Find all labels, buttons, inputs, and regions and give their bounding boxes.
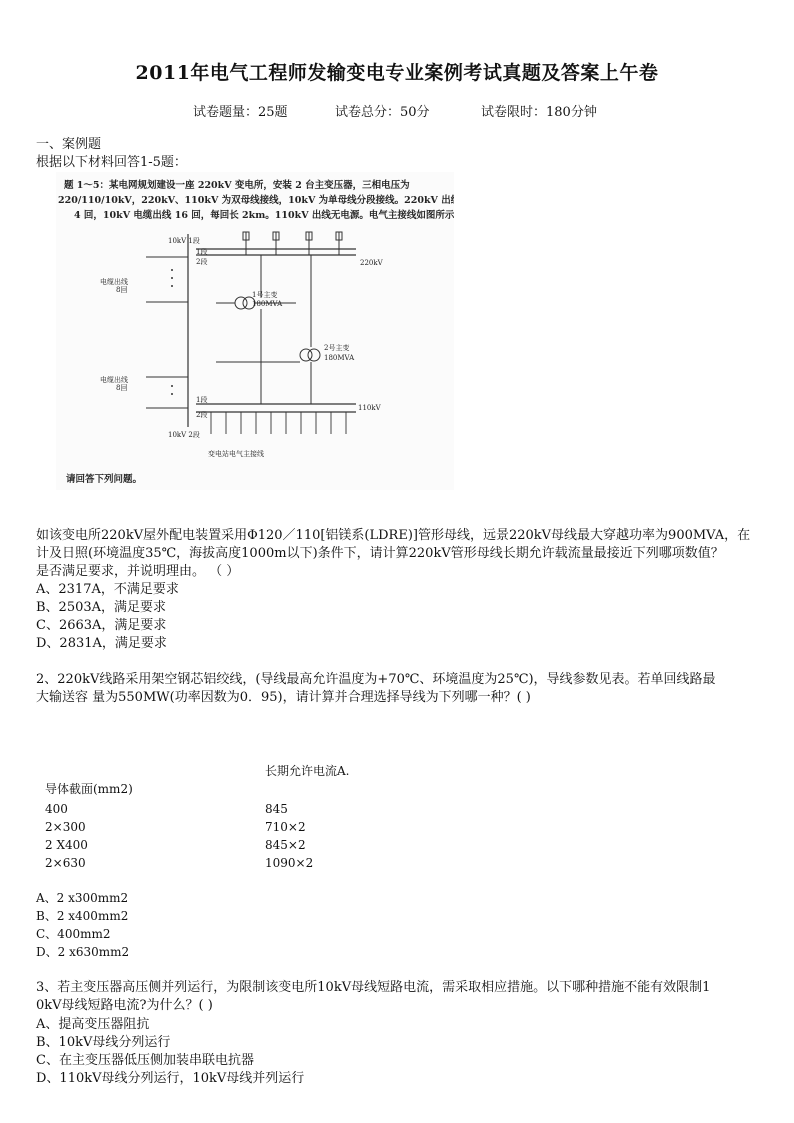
q3-option-a: A、提高变压器阻抗 (36, 1017, 150, 1032)
q1-line-1: 如该变电所220kV屋外配电装置采用Φ120／110[铝镁系(LDRE)]管形母线，远景220kV母线最大穿越功率为900MVA，在 (36, 528, 751, 543)
q3-line-2: 0kV母线短路电流?为什么？( ) (36, 998, 213, 1013)
label-220kv: 220kV (360, 259, 383, 267)
table-col1-header: 导体截面(mm2) (45, 782, 133, 796)
figure-footer: 请回答下列问题。 (66, 474, 143, 485)
label-transformer-2: 2号主变 (324, 344, 350, 352)
label-transformer-2-cap: 180MVA (324, 354, 355, 362)
q2-option-c: C、400mm2 (36, 927, 111, 941)
q2-option-a: A、2 x300mm2 (36, 891, 129, 905)
q1-option-c: C、2663A，满足要求 (36, 618, 167, 633)
table-row-4-col2: 1090×2 (265, 856, 314, 870)
label-cable-b: 电缆出线 (100, 376, 128, 384)
label-bus-1b: 1段 (196, 396, 208, 404)
intro-text: 根据以下材料回答1-5题： (36, 155, 187, 170)
label-110kv: 110kV (358, 404, 381, 412)
meta-total-score: 试卷总分：50分 (335, 105, 430, 120)
table-row-3-col1: 2 X400 (45, 838, 88, 852)
wiring-diagram-figure (56, 172, 454, 490)
table-row-1-col1: 400 (45, 802, 68, 816)
label-transformer-1: 1号主变 (252, 291, 278, 299)
table-row-3-col2: 845×2 (265, 838, 306, 852)
label-bus-2: 2段 (196, 258, 208, 266)
meta-question-count: 试卷题量：25题 (193, 105, 288, 120)
q2-line-2: 大输送容 量为550MW(功率因数为0．95)，请计算并合理选择导线为下列哪一种？( ) (36, 690, 531, 705)
table-row-4-col1: 2×630 (45, 856, 86, 870)
q2-option-b: B、2 x400mm2 (36, 909, 129, 923)
section-heading: 一、案例题 (36, 137, 102, 152)
q3-line-1: 3、若主变压器高压侧并列运行，为限制该变电所10kV母线短路电流，需采取相应措施。以下哪种措施不能有效限制1 (36, 980, 711, 995)
label-transformer-1-cap: 180MVA (252, 300, 283, 308)
q1-line-3: 是否满足要求，并说明理由。 （ ） (36, 564, 240, 579)
figure-text-line-3: 4 回，10kV 电缆出线 16 回，每回长 2km。110kV 出线无电源。电气主接线如图所示。 (74, 210, 454, 221)
table-row-1-col2: 845 (265, 802, 288, 816)
table-row-2-col2: 710×2 (265, 820, 306, 834)
meta-time-limit: 试卷限时：180分钟 (481, 105, 597, 120)
wiring-diagram (56, 172, 454, 490)
q1-line-2: 计及日照(环境温度35℃，海拔高度1000m以下)条件下，请计算220kV管形母线长期允许载流量最接近下列哪项数值？ (36, 546, 724, 561)
page-title: 2011年电气工程师发输变电专业案例考试真题及答案上午卷 (135, 62, 659, 84)
figure-caption: 变电站电气主接线 (208, 450, 264, 458)
label-10kv-2: 10kV 2段 (168, 431, 200, 439)
q2-line-1: 2、220kV线路采用架空钢芯铝绞线，(导线最高允许温度为+70℃、环境温度为25℃)，导线参数见表。若单回线路最 (36, 672, 716, 687)
figure-text-line-1: 题 1～5：某电网规划建设一座 220kV 变电所，安装 2 台主变压器，三相电压为 (64, 180, 410, 191)
figure-text-line-2: 220/110/10kV，220kV、110kV 为双母线接线，10kV 为单母线分段接线。220kV 出线 (58, 195, 454, 206)
q1-option-b: B、2503A，满足要求 (36, 600, 167, 615)
q1-option-a: A、2317A，不满足要求 (36, 582, 179, 597)
q3-option-c: C、在主变压器低压侧加装串联电抗器 (36, 1053, 254, 1068)
label-cable-a-count: 8回 (116, 286, 128, 294)
label-10kv-1: 10kV 1段 (168, 237, 200, 245)
label-cable-a: 电缆出线 (100, 278, 128, 286)
label-bus-2b: 2段 (196, 411, 208, 419)
q3-option-b: B、10kV母线分列运行 (36, 1035, 171, 1050)
label-cable-b-count: 8回 (116, 384, 128, 392)
table-col2-header: 长期允许电流A. (265, 764, 350, 778)
label-bus-1: 1段 (196, 248, 208, 256)
table-row-2-col1: 2×300 (45, 820, 86, 834)
q2-option-d: D、2 x630mm2 (36, 945, 130, 959)
q1-option-d: D、2831A，满足要求 (36, 636, 167, 651)
q3-option-d: D、110kV母线分列运行，10kV母线并列运行 (36, 1071, 305, 1086)
